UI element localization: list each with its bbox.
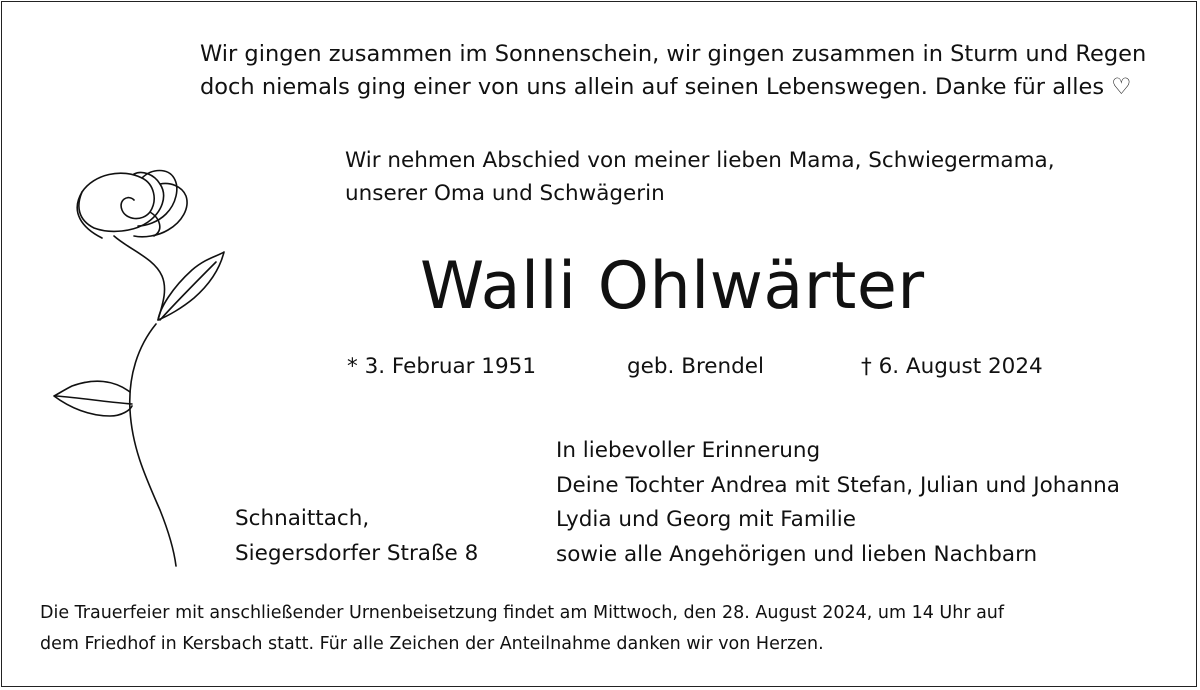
- mourners-line-2: Deine Tochter Andrea mit Stefan, Julian und Johanna: [556, 472, 1120, 498]
- mourners-line-3: Lydia und Georg mit Familie: [556, 507, 856, 532]
- address: [235, 502, 478, 571]
- mourners-list: [556, 434, 1120, 572]
- mourners-line-1: In liebevoller Erinnerung: [556, 438, 821, 463]
- notice-line-2: dem Friedhof in Kersbach statt. Für alle Zeichen der Anteilnahme danken wir von Herzen.: [40, 633, 824, 654]
- notice-line-1: Die Trauerfeier mit anschließender Urnenbeisetzung findet am Mittwoch, den 28. August 2024, um 14 Uhr auf: [40, 603, 1005, 623]
- obituary-card: [1, 1, 1197, 687]
- rose-icon: [42, 160, 242, 580]
- address-line-1: Schnaittach,: [235, 506, 370, 531]
- verse: [200, 38, 1146, 104]
- funeral-notice: [40, 598, 1004, 659]
- birth-date: * 3. Februar 1951: [347, 354, 537, 379]
- mourners-line-4: sowie alle Angehörigen und lieben Nachbarn: [556, 541, 1038, 567]
- deceased-name: Walli Ohlwärter: [420, 249, 925, 324]
- verse-line-2: doch niemals ging einer von uns allein auf seinen Lebenswegen. Danke für alles ♡: [200, 74, 1132, 100]
- intro-line-2: unserer Oma und Schwägerin: [345, 181, 665, 206]
- death-date: † 6. August 2024: [861, 354, 1043, 379]
- address-line-2: Siegersdorfer Straße 8: [235, 540, 479, 566]
- verse-line-1: Wir gingen zusammen im Sonnenschein, wir gingen zusammen in Sturm und Regen: [200, 41, 1147, 67]
- intro-text: [345, 144, 1055, 210]
- maiden-name: geb. Brendel: [627, 354, 765, 379]
- intro-line-1: Wir nehmen Abschied von meiner lieben Mama, Schwiegermama,: [345, 148, 1055, 173]
